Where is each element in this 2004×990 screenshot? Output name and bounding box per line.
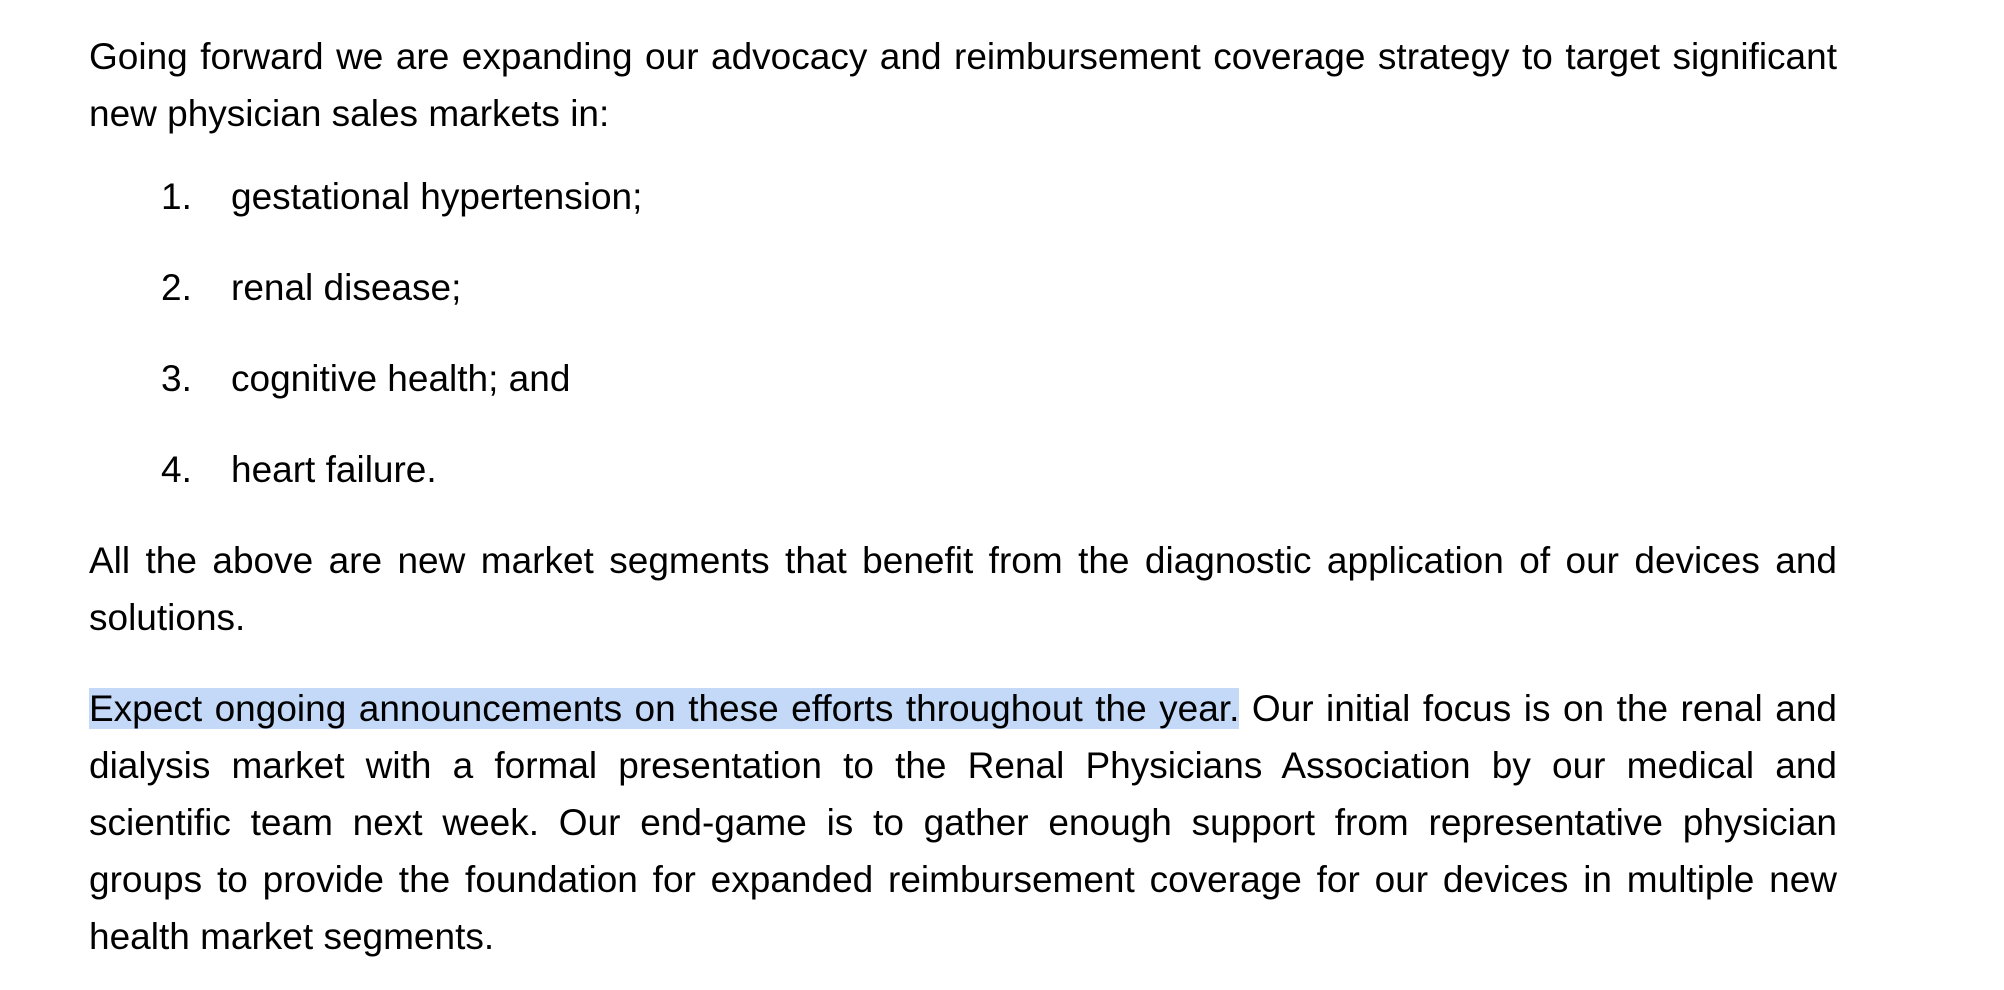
- list-text: heart failure.: [231, 449, 437, 490]
- list-number: 1.: [161, 176, 192, 217]
- list-number: 3.: [161, 358, 192, 399]
- list-item[interactable]: [89, 441, 1837, 498]
- list-item[interactable]: [89, 168, 1837, 225]
- document-page: [89, 28, 1837, 965]
- list-item[interactable]: [89, 259, 1837, 316]
- list-number: 4.: [161, 449, 192, 490]
- list-item[interactable]: [89, 350, 1837, 407]
- list-number: 2.: [161, 267, 192, 308]
- final-paragraph-rest: Our initial focus is on the renal and dialysis market with a formal presentation to the Renal Physicians Association by our medical and scientific team next week. Our end-game is to gather enough support from representative physician groups to provide the foundation for expanded reimbursement coverage for our devices in multiple new health market segments.: [89, 688, 1837, 957]
- intro-paragraph[interactable]: Going forward we are expanding our advocacy and reimbursement coverage strategy to target significant new physician sales markets in:: [89, 36, 1837, 134]
- final-paragraph[interactable]: [89, 680, 1837, 965]
- market-list: [89, 168, 1837, 498]
- list-text: renal disease;: [231, 267, 462, 308]
- selected-text-highlight[interactable]: Expect ongoing announcements on these efforts throughout the year.: [89, 688, 1240, 729]
- list-text: gestational hypertension;: [231, 176, 643, 217]
- segments-paragraph[interactable]: All the above are new market segments that benefit from the diagnostic application of our devices and solutions.: [89, 540, 1837, 638]
- list-text: cognitive health; and: [231, 358, 571, 399]
